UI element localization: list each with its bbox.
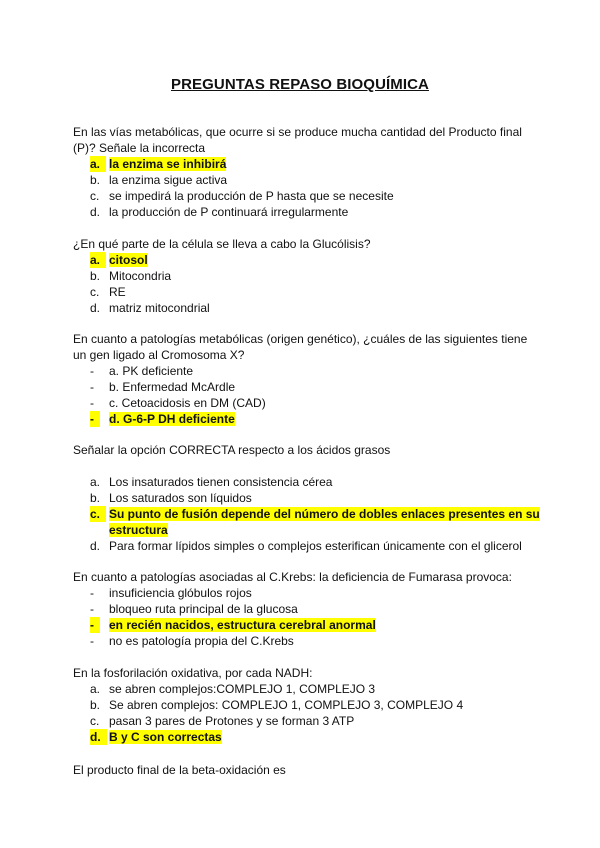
option-3: - en recién nacidos, estructura cerebral anormal [90,618,376,632]
options-list [73,156,543,220]
question-3 [73,331,543,427]
option-c: c. se impedirá la producción de P hasta que se necesite [90,189,394,203]
options-list [73,363,543,427]
question-text: En cuanto a patologías metabólicas (origen genético), ¿cuáles de las siguientes tiene un gen ligado al Cromosoma X? [73,332,528,362]
option-b: b. Los saturados son líquidos [90,491,252,505]
question-text: Señalar la opción CORRECTA respecto a los ácidos grasos [73,443,391,457]
option-d: d. Para formar lípidos simples o complejos esterifican únicamente con el glicerol [90,539,522,553]
options-list [73,252,543,316]
question-1 [73,124,543,220]
option-a: a. citosol [90,253,148,267]
option-c: c. RE [90,285,126,299]
page-title: PREGUNTAS REPASO BIOQUÍMICA [171,76,429,93]
question-6 [73,665,543,745]
question-text: En las vías metabólicas, que ocurre si se produce mucha cantidad del Producto final (P)? Señale la incorrecta [73,125,522,155]
options-list [73,474,543,554]
option-d: d. la producción de P continuará irregularmente [90,205,349,219]
options-list [73,681,543,745]
option-d: d. B y C son correctas [90,730,222,744]
option-d: d. matriz mitocondrial [90,301,210,315]
option-a: a. Los insaturados tienen consistencia cérea [90,475,333,489]
options-list [73,585,543,649]
option-1: - insuficiencia glóbulos rojos [90,586,252,600]
option-c: c. pasan 3 pares de Protones y se forman 3 ATP [90,714,355,728]
option-b: b. Se abren complejos: COMPLEJO 1, COMPLEJO 3, COMPLEJO 4 [90,698,464,712]
option-b: - b. Enfermedad McArdle [90,380,236,394]
question-text: ¿En qué parte de la célula se lleva a cabo la Glucólisis? [73,237,371,251]
option-b: b. la enzima sigue activa [90,173,228,187]
option-a: a. la enzima se inhibirá [90,157,227,171]
option-a: a. se abren complejos:COMPLEJO 1, COMPLEJO 3 [90,682,376,696]
option-b: b. Mitocondria [90,269,172,283]
question-2 [73,236,543,316]
option-c: - c. Cetoacidosis en DM (CAD) [90,396,266,410]
option-2: - bloqueo ruta principal de la glucosa [90,602,298,616]
question-text: El producto final de la beta-oxidación es [73,763,286,777]
question-text: En la fosforilación oxidativa, por cada NADH: [73,666,313,680]
option-a: - a. PK deficiente [90,364,194,378]
question-4 [73,442,543,554]
question-text: En cuanto a patologías asociadas al C.Krebs: la deficiencia de Fumarasa provoca: [73,570,512,584]
option-d: - d. G-6-P DH deficiente [90,412,235,426]
question-5 [73,569,543,649]
option-4: - no es patología propia del C.Krebs [90,634,294,648]
option-c: c. Su punto de fusión depende del número de dobles enlaces presentes en su estructura [90,507,540,537]
question-7 [73,762,543,778]
